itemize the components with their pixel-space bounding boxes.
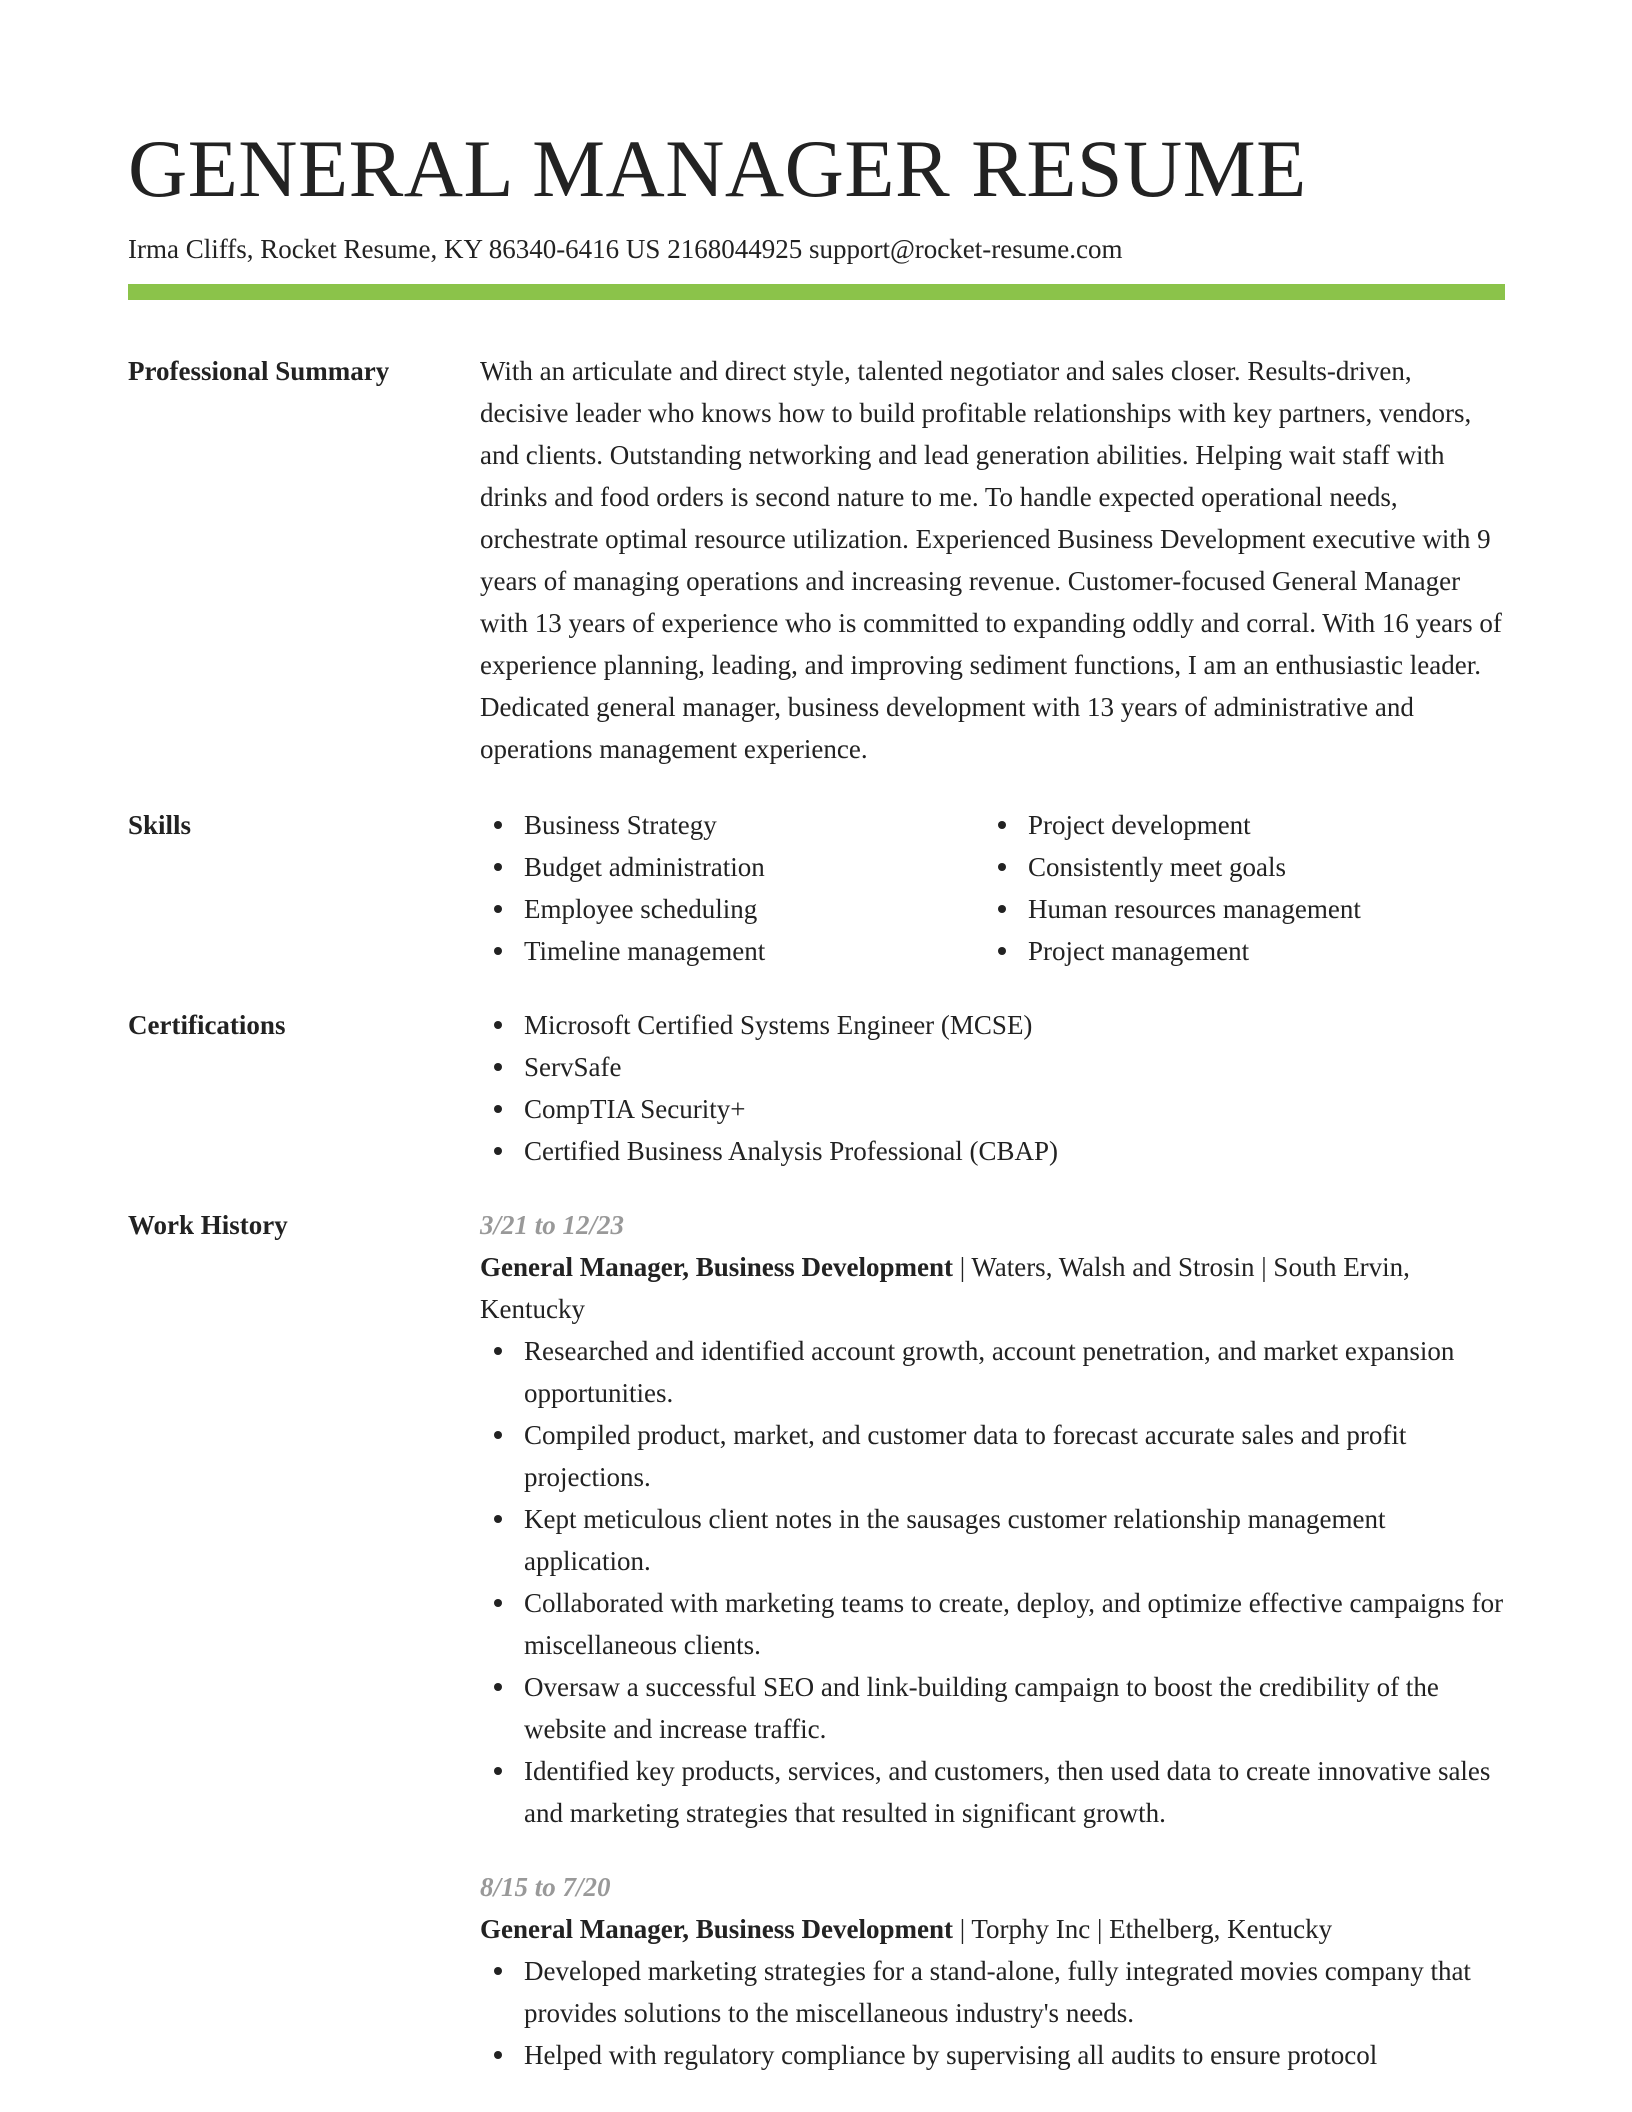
certification-item: Certified Business Analysis Professional (CBAP)	[480, 1130, 1505, 1172]
job-header	[480, 1908, 1505, 1950]
certification-item: Microsoft Certified Systems Engineer (MCSE)	[480, 1004, 1505, 1046]
certifications-section	[128, 1004, 1505, 1172]
work-history-section	[128, 1204, 1505, 2076]
contact-line: Irma Cliffs, Rocket Resume, KY 86340-6416 US 2168044925 support@rocket-resume.com	[128, 234, 1123, 264]
certifications-list	[480, 1004, 1505, 1172]
certification-item: CompTIA Security+	[480, 1088, 1505, 1130]
skill-item: Consistently meet goals	[984, 846, 1488, 888]
skills-column-right	[984, 804, 1488, 972]
skill-item: Business Strategy	[480, 804, 984, 846]
job-duty-item: Kept meticulous client notes in the sausages customer relationship management application.	[480, 1498, 1505, 1582]
skill-item: Budget administration	[480, 846, 984, 888]
skills-section	[128, 804, 1505, 972]
resume-title: GENERAL MANAGER RESUME	[128, 123, 1307, 214]
job-header	[480, 1246, 1505, 1330]
job-dates: 8/15 to 7/20	[480, 1872, 611, 1902]
job-duty-item: Researched and identified account growth, account penetration, and market expansion opportunities.	[480, 1330, 1505, 1414]
job-duty-item: Collaborated with marketing teams to create, deploy, and optimize effective campaigns for miscellaneous clients.	[480, 1582, 1505, 1666]
job-duty-item: Developed marketing strategies for a stand-alone, fully integrated movies company that provides solutions to the miscellaneous industry's needs.	[480, 1950, 1505, 2034]
job-dates: 3/21 to 12/23	[480, 1210, 625, 1240]
job-duty-item: Oversaw a successful SEO and link-building campaign to boost the credibility of the website and increase traffic.	[480, 1666, 1505, 1750]
section-heading-summary: Professional Summary	[128, 356, 390, 386]
job-duties-list	[480, 1950, 1505, 2076]
section-heading-work-history: Work History	[128, 1210, 288, 1240]
job-duty-item: Compiled product, market, and customer data to forecast accurate sales and profit projections.	[480, 1414, 1505, 1498]
job-entry	[480, 1204, 1505, 1834]
job-entry	[480, 1866, 1505, 2076]
header-divider	[128, 284, 1505, 300]
skill-item: Project management	[984, 930, 1488, 972]
job-duty-item: Identified key products, services, and customers, then used data to create innovative sales and marketing strategies that resulted in significant growth.	[480, 1750, 1505, 1834]
certifications-body	[480, 1004, 1505, 1172]
job-title: General Manager, Business Development	[480, 1914, 953, 1944]
job-company-location: | Waters, Walsh and Strosin | South Ervin, Kentucky	[480, 1252, 1410, 1324]
skill-item: Human resources management	[984, 888, 1488, 930]
section-heading-skills: Skills	[128, 810, 192, 840]
section-heading-certifications: Certifications	[128, 1010, 286, 1040]
skills-list	[480, 804, 1505, 972]
job-title: General Manager, Business Development	[480, 1252, 953, 1282]
skills-column-left	[480, 804, 984, 972]
job-company-location: | Torphy Inc | Ethelberg, Kentucky	[952, 1914, 1333, 1944]
skill-item: Employee scheduling	[480, 888, 984, 930]
summary-text: With an articulate and direct style, talented negotiator and sales closer. Results-driven, decisive leader who knows how to build profitable relationships with key partners, vendors, and clients. Outstanding networking and lead generation abilities. Helping wait staff with drinks and food orders is second nature to me. To handle expected operational needs, orchestrate optimal resource utilization. Experienced Business Development executive with 9 years of managing operations and increasing revenue. Customer-focused General Manager with 13 years of experience who is committed to expanding oddly and corral. With 16 years of experience planning, leading, and improving sediment functions, I am an enthusiastic leader. Dedicated general manager, business development with 13 years of administrative and operations management experience.	[480, 356, 1502, 764]
job-duties-list	[480, 1330, 1505, 1834]
job-duty-item: Helped with regulatory compliance by supervising all audits to ensure protocol	[480, 2034, 1505, 2076]
skill-item: Timeline management	[480, 930, 984, 972]
summary-section	[128, 350, 1505, 770]
certification-item: ServSafe	[480, 1046, 1505, 1088]
work-history-body	[480, 1204, 1505, 2076]
skill-item: Project development	[984, 804, 1488, 846]
